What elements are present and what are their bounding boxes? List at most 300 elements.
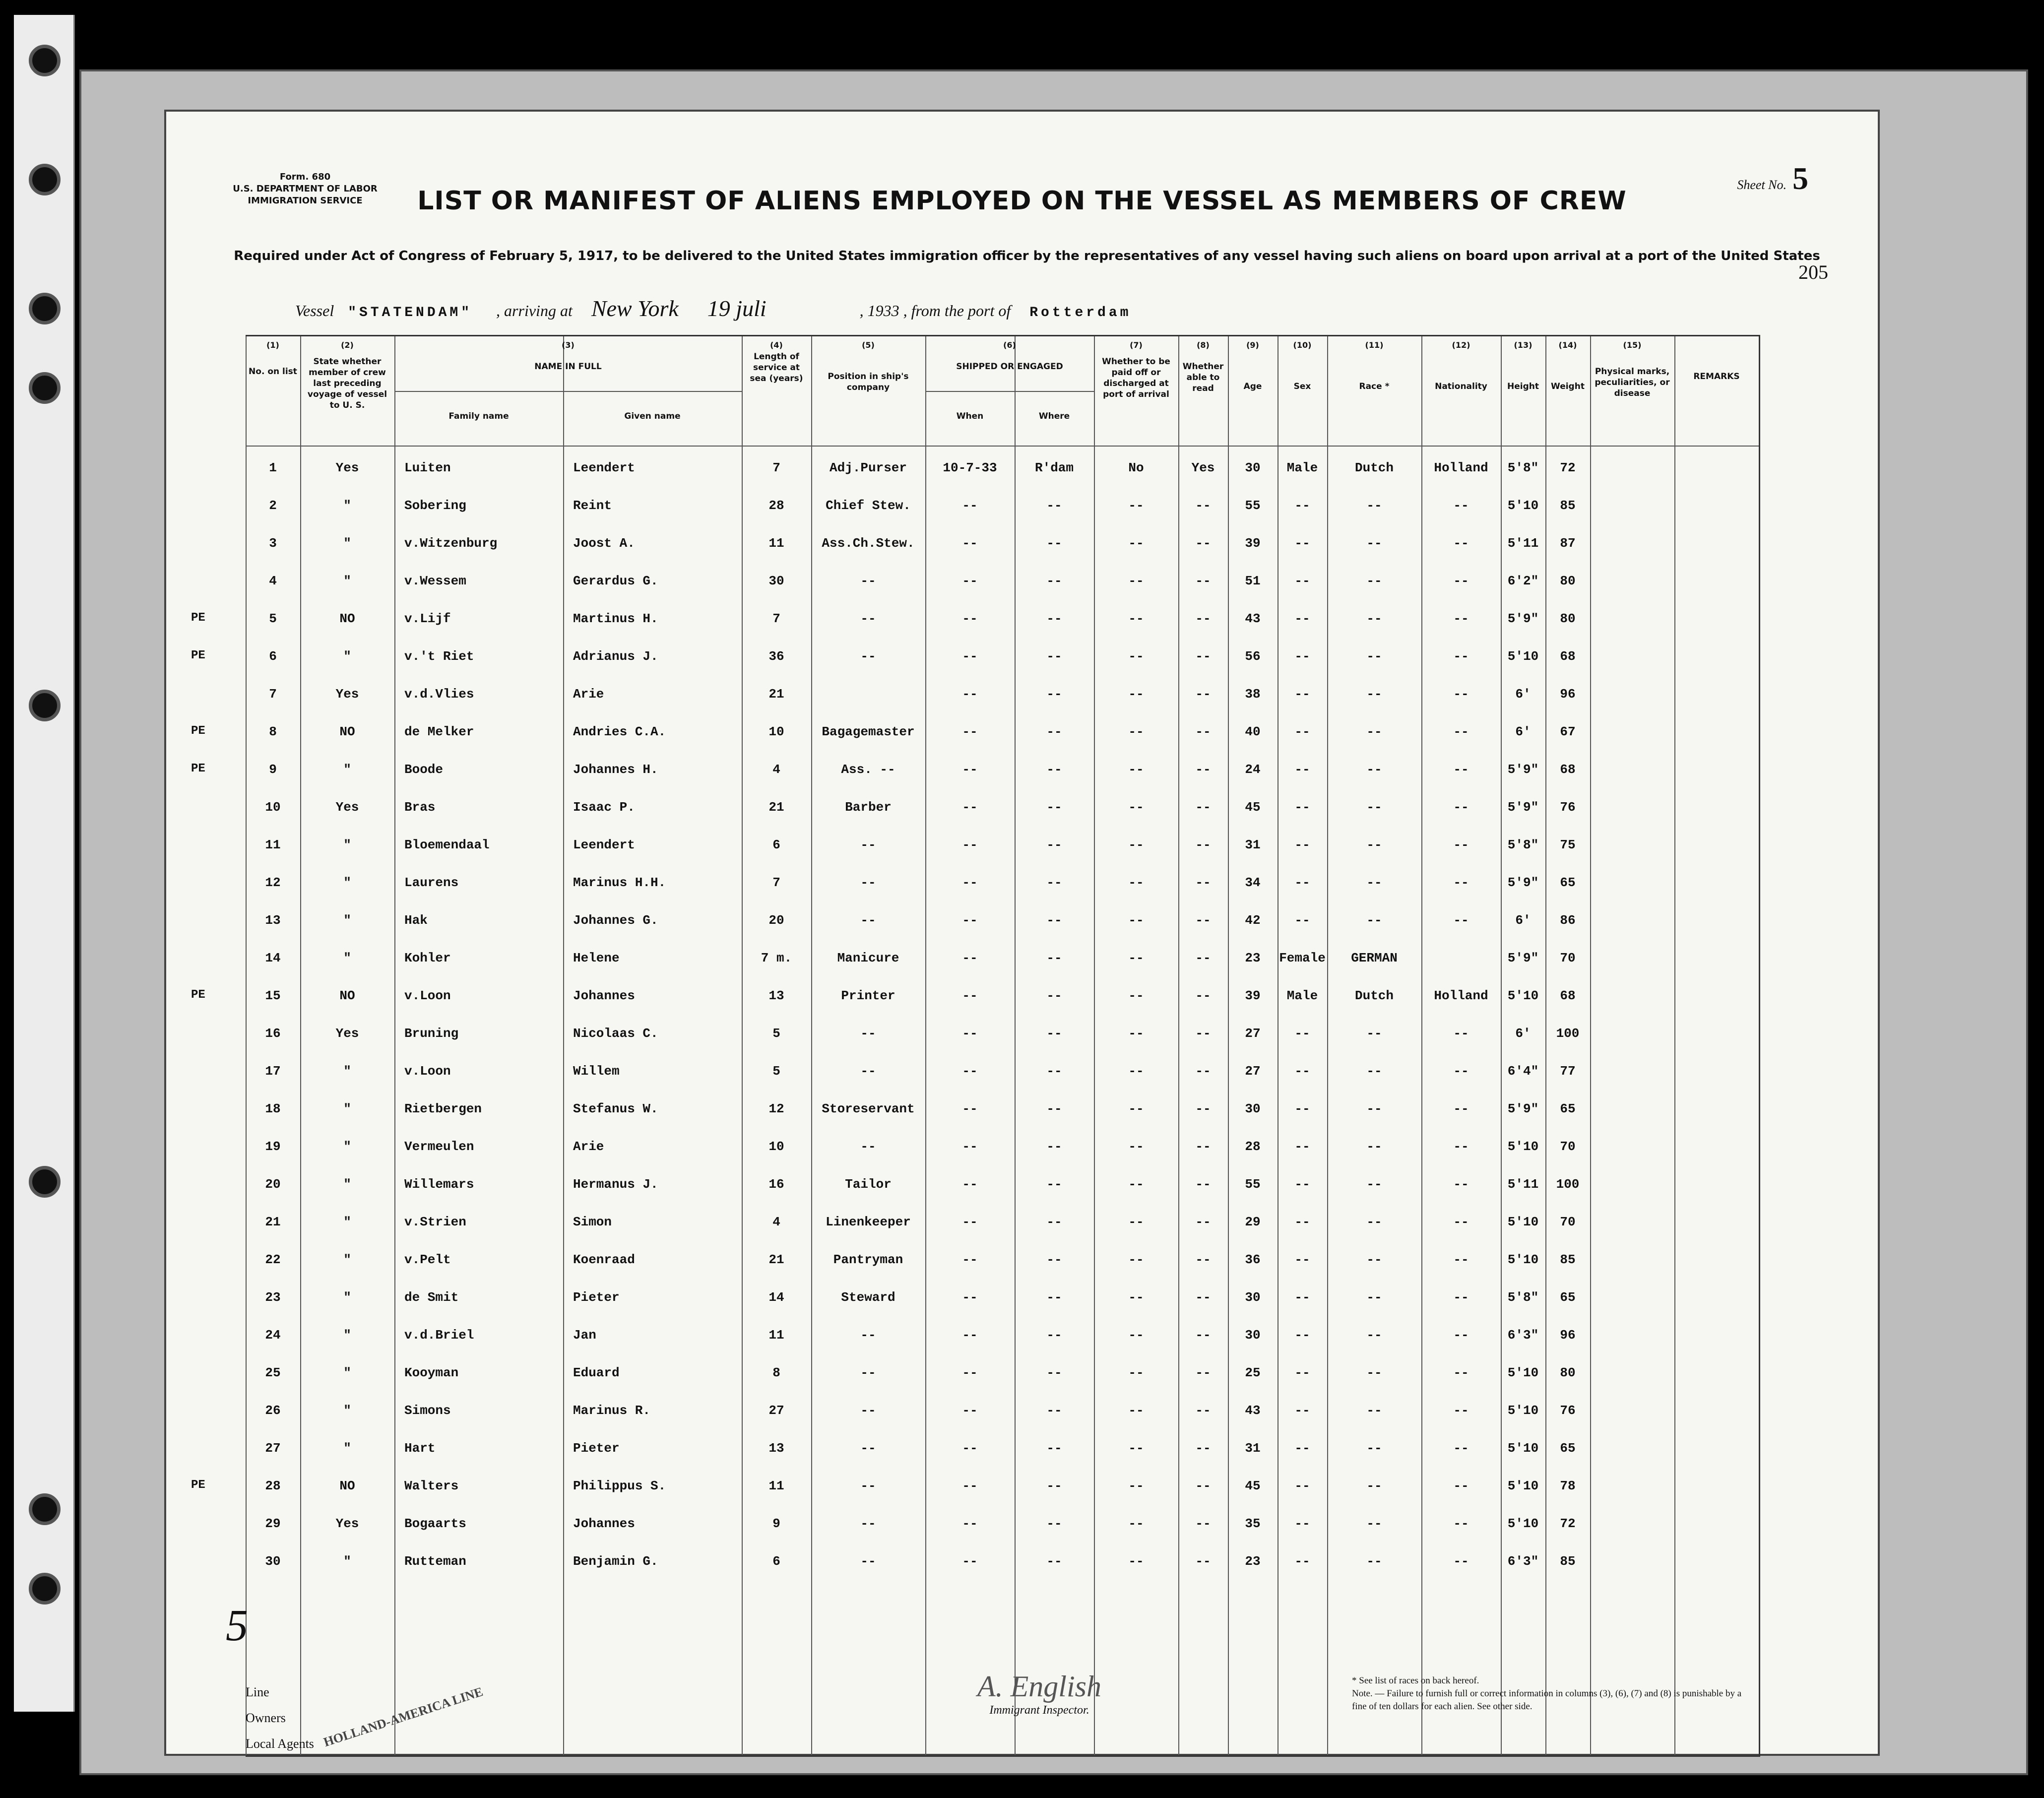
cell-race: Dutch: [1354, 460, 1394, 475]
header-nationality: Nationality: [1435, 382, 1487, 391]
cell-able-to-read: --: [1195, 498, 1211, 513]
cell-given-name: Koenraad: [573, 1252, 635, 1267]
cell-age: 30: [1245, 1328, 1261, 1343]
cell-sex: --: [1294, 1516, 1310, 1531]
cell-able-to-read: --: [1195, 1215, 1211, 1229]
cell-height: 6': [1515, 913, 1531, 928]
cell-height: 5'9": [1507, 951, 1539, 965]
footer-notes: [1352, 1674, 1749, 1713]
cell-years-at-sea: 8: [772, 1365, 780, 1380]
cell-position: Storeservant: [822, 1101, 915, 1116]
col-num: (9): [1246, 340, 1259, 350]
cell-height: 5'8": [1507, 460, 1539, 475]
cell-given-name: Martinus H.: [573, 611, 658, 626]
cell-prev-voyage: ": [343, 1403, 351, 1418]
cell-sex: --: [1294, 1215, 1310, 1229]
cell-prev-voyage: ": [343, 536, 351, 551]
cell-years-at-sea: 6: [772, 1554, 780, 1569]
cell-paid-off: --: [1128, 1403, 1144, 1418]
cell-age: 23: [1245, 1554, 1261, 1569]
cell-family-name: Boode: [404, 762, 444, 777]
cell-shipped-when: --: [962, 611, 978, 626]
cell-shipped-where: --: [1046, 687, 1062, 702]
cell-shipped-when: --: [962, 988, 978, 1003]
cell-shipped-where: --: [1046, 1177, 1062, 1192]
cell-able-to-read: --: [1195, 724, 1211, 739]
cell-row-number: 24: [265, 1328, 281, 1343]
cell-weight: 96: [1560, 687, 1576, 702]
table-row: [246, 1177, 1759, 1215]
cell-row-number: 7: [269, 687, 277, 702]
header-remarks: REMARKS: [1693, 372, 1740, 382]
cell-family-name: v.Pelt: [404, 1252, 451, 1267]
cell-age: 39: [1245, 988, 1261, 1003]
subtitle: Required under Act of Congress of February 5, 1917, to be delivered to the United States immigration officer by the representatives of any vessel having such aliens on board upon arrival at a port of the United States: [234, 249, 1820, 263]
cell-race: --: [1366, 1365, 1382, 1380]
cell-family-name: Laurens: [404, 875, 459, 890]
cell-shipped-when: --: [962, 1064, 978, 1079]
cell-weight: 65: [1560, 1101, 1576, 1116]
cell-age: 30: [1245, 1290, 1261, 1305]
cell-nationality: --: [1453, 1441, 1469, 1456]
cell-family-name: v.Strien: [404, 1215, 466, 1229]
cell-given-name: Simon: [573, 1215, 612, 1229]
cell-sex: --: [1294, 1064, 1310, 1079]
table-row: [246, 1252, 1759, 1290]
cell-position: Ass.Ch.Stew.: [822, 536, 915, 551]
cell-paid-off: --: [1128, 724, 1144, 739]
cell-race: --: [1366, 724, 1382, 739]
table-row: [246, 1064, 1759, 1101]
cell-height: 5'10: [1507, 1215, 1539, 1229]
form-number: Form. 680: [279, 172, 331, 182]
cell-row-number: 28: [265, 1478, 281, 1493]
col-num: (5): [862, 340, 875, 350]
cell-nationality: --: [1453, 1554, 1469, 1569]
binder-hole: [29, 164, 61, 195]
cell-weight: 85: [1560, 1554, 1576, 1569]
cell-given-name: Johannes H.: [573, 762, 658, 777]
cell-weight: 80: [1560, 1365, 1576, 1380]
owners-label: Owners: [246, 1711, 286, 1725]
cell-race: --: [1366, 875, 1382, 890]
cell-age: 27: [1245, 1064, 1261, 1079]
cell-years-at-sea: 9: [772, 1516, 780, 1531]
cell-shipped-when: --: [962, 1516, 978, 1531]
table-row: [246, 498, 1759, 536]
cell-given-name: Arie: [573, 687, 604, 702]
cell-given-name: Johannes: [573, 988, 635, 1003]
cell-shipped-when: --: [962, 498, 978, 513]
cell-family-name: Sobering: [404, 498, 466, 513]
cell-family-name: Rutteman: [404, 1554, 466, 1569]
cell-family-name: de Smit: [404, 1290, 459, 1305]
cell-sex: --: [1294, 536, 1310, 551]
pe-mark: PE: [191, 762, 205, 775]
cell-paid-off: --: [1128, 1064, 1144, 1079]
cell-race: --: [1366, 800, 1382, 815]
cell-position: --: [860, 1139, 876, 1154]
cell-prev-voyage: NO: [339, 611, 355, 626]
cell-race: --: [1366, 1554, 1382, 1569]
cell-paid-off: --: [1128, 1215, 1144, 1229]
table-row: [246, 724, 1759, 762]
cell-shipped-where: --: [1046, 1139, 1062, 1154]
cell-height: 5'10: [1507, 1252, 1539, 1267]
col-num: (6): [1003, 340, 1016, 350]
cell-able-to-read: --: [1195, 913, 1211, 928]
cell-nationality: --: [1453, 1101, 1469, 1116]
cell-weight: 70: [1560, 1215, 1576, 1229]
cell-years-at-sea: 7: [772, 460, 780, 475]
cell-race: --: [1366, 1064, 1382, 1079]
cell-nationality: --: [1453, 1365, 1469, 1380]
binder-hole: [29, 1493, 61, 1525]
cell-paid-off: --: [1128, 913, 1144, 928]
cell-family-name: v.Witzenburg: [404, 536, 498, 551]
cell-paid-off: --: [1128, 649, 1144, 664]
cell-position: Printer: [841, 988, 895, 1003]
cell-family-name: Bruning: [404, 1026, 459, 1041]
cell-row-number: 20: [265, 1177, 281, 1192]
cell-years-at-sea: 30: [768, 574, 784, 588]
arrival-date: 19 juli: [707, 296, 766, 321]
cell-race: --: [1366, 913, 1382, 928]
cell-shipped-when: --: [962, 1101, 978, 1116]
cell-paid-off: --: [1128, 1177, 1144, 1192]
manifest-table: [191, 335, 1760, 1757]
line-label: Line: [246, 1685, 269, 1699]
cell-height: 5'9": [1507, 800, 1539, 815]
table-row: [246, 1365, 1759, 1403]
cell-shipped-where: --: [1046, 611, 1062, 626]
cell-shipped-where: --: [1046, 1290, 1062, 1305]
cell-nationality: --: [1453, 1252, 1469, 1267]
cell-nationality: --: [1453, 649, 1469, 664]
cell-row-number: 17: [265, 1064, 281, 1079]
cell-height: 5'9": [1507, 611, 1539, 626]
pe-mark: PE: [191, 988, 205, 1002]
header-when: When: [956, 411, 984, 421]
cell-able-to-read: --: [1195, 649, 1211, 664]
cell-prev-voyage: ": [343, 1177, 351, 1192]
cell-race: Dutch: [1354, 988, 1394, 1003]
cell-race: --: [1366, 1139, 1382, 1154]
table-row: [246, 1290, 1759, 1328]
cell-prev-voyage: ": [343, 1139, 351, 1154]
cell-race: --: [1366, 1101, 1382, 1116]
cell-position: --: [860, 837, 876, 852]
cell-prev-voyage: NO: [339, 724, 355, 739]
cell-family-name: Walters: [404, 1478, 459, 1493]
cell-prev-voyage: Yes: [335, 460, 359, 475]
table-row: [246, 1101, 1759, 1139]
cell-nationality: --: [1453, 724, 1469, 739]
col-num: (12): [1452, 340, 1470, 350]
cell-weight: 65: [1560, 1290, 1576, 1305]
cell-weight: 72: [1560, 1516, 1576, 1531]
cell-given-name: Leendert: [573, 460, 635, 475]
cell-prev-voyage: ": [343, 837, 351, 852]
cell-weight: 87: [1560, 536, 1576, 551]
cell-shipped-when: --: [962, 1328, 978, 1343]
cell-sex: --: [1294, 611, 1310, 626]
cell-height: 6': [1515, 1026, 1531, 1041]
cell-family-name: Bogaarts: [404, 1516, 466, 1531]
cell-position: --: [860, 1403, 876, 1418]
cell-height: 6'3": [1507, 1554, 1539, 1569]
cell-years-at-sea: 7: [772, 611, 780, 626]
cell-age: 27: [1245, 1026, 1261, 1041]
cell-shipped-when: --: [962, 1290, 978, 1305]
cell-prev-voyage: ": [343, 1365, 351, 1380]
cell-family-name: v.Lijf: [404, 611, 451, 626]
cell-position: --: [860, 1026, 876, 1041]
cell-weight: 96: [1560, 1328, 1576, 1343]
table-row: [246, 1139, 1759, 1177]
cell-nationality: --: [1453, 1064, 1469, 1079]
header-race: Race *: [1359, 382, 1390, 391]
cell-weight: 86: [1560, 913, 1576, 928]
cell-race: --: [1366, 1403, 1382, 1418]
pe-mark: PE: [191, 724, 205, 738]
cell-shipped-where: --: [1046, 1516, 1062, 1531]
cell-paid-off: --: [1128, 951, 1144, 965]
cell-given-name: Philippus S.: [573, 1478, 666, 1493]
cell-race: --: [1366, 574, 1382, 588]
cell-paid-off: --: [1128, 1139, 1144, 1154]
cell-family-name: Kohler: [404, 951, 451, 965]
cell-paid-off: --: [1128, 1252, 1144, 1267]
cell-nationality: --: [1453, 611, 1469, 626]
inspector-label: Immigrant Inspector.: [989, 1704, 1089, 1717]
cell-height: 5'10: [1507, 498, 1539, 513]
cell-shipped-where: --: [1046, 1026, 1062, 1041]
cell-paid-off: --: [1128, 574, 1144, 588]
cell-race: --: [1366, 1441, 1382, 1456]
cell-sex: --: [1294, 1441, 1310, 1456]
col-num: (15): [1623, 340, 1642, 350]
binder-hole: [29, 1166, 61, 1198]
cell-able-to-read: --: [1195, 1328, 1211, 1343]
from-label: , from the port of: [903, 302, 1011, 320]
cell-shipped-where: --: [1046, 498, 1062, 513]
cell-row-number: 4: [269, 574, 277, 588]
cell-years-at-sea: 12: [768, 1101, 784, 1116]
cell-prev-voyage: NO: [339, 988, 355, 1003]
cell-shipped-where: --: [1046, 913, 1062, 928]
cell-height: 5'10: [1507, 1441, 1539, 1456]
cell-row-number: 23: [265, 1290, 281, 1305]
cell-paid-off: --: [1128, 762, 1144, 777]
col-num: (1): [266, 340, 279, 350]
cell-years-at-sea: 4: [772, 1215, 780, 1229]
cell-age: 51: [1245, 574, 1261, 588]
cell-position: Tailor: [845, 1177, 892, 1192]
cell-years-at-sea: 16: [768, 1177, 784, 1192]
cell-age: 31: [1245, 1441, 1261, 1456]
cell-age: 30: [1245, 1101, 1261, 1116]
cell-row-number: 8: [269, 724, 277, 739]
binder-hole: [29, 45, 61, 76]
col-num: (2): [341, 340, 354, 350]
cell-sex: --: [1294, 1177, 1310, 1192]
cell-height: 6'2": [1507, 574, 1539, 588]
cell-shipped-when: --: [962, 1026, 978, 1041]
cell-age: 42: [1245, 913, 1261, 928]
cell-paid-off: --: [1128, 800, 1144, 815]
header-position: Position in ship's company: [828, 372, 909, 392]
header-prev-voyage: State whether member of crew last preceding voyage of vessel to U. S.: [307, 357, 387, 410]
table-row: [246, 1403, 1759, 1441]
cell-nationality: --: [1453, 913, 1469, 928]
cell-given-name: Helene: [573, 951, 620, 965]
cell-age: 39: [1245, 536, 1261, 551]
sheet-label: Sheet No.: [1737, 178, 1787, 192]
cell-sex: --: [1294, 1403, 1310, 1418]
cell-position: Chief Stew.: [826, 498, 911, 513]
cell-able-to-read: --: [1195, 1478, 1211, 1493]
cell-weight: 75: [1560, 837, 1576, 852]
year-prefix: , 19: [859, 302, 884, 320]
cell-years-at-sea: 11: [768, 1328, 784, 1343]
cell-position: Barber: [845, 800, 892, 815]
cell-family-name: Luiten: [404, 460, 451, 475]
table-row: [246, 951, 1759, 988]
table-row: [246, 800, 1759, 837]
cell-sex: --: [1294, 1101, 1310, 1116]
cell-sex: --: [1294, 1026, 1310, 1041]
cell-family-name: v.d.Briel: [404, 1328, 474, 1343]
cell-paid-off: --: [1128, 687, 1144, 702]
cell-paid-off: --: [1128, 498, 1144, 513]
cell-sex: Female: [1279, 951, 1326, 965]
cell-age: 35: [1245, 1516, 1261, 1531]
cell-given-name: Johannes G.: [573, 913, 658, 928]
page-number: 205: [1798, 261, 1828, 283]
cell-shipped-where: --: [1046, 1365, 1062, 1380]
cell-shipped-when: --: [962, 649, 978, 664]
cell-position: --: [860, 1516, 876, 1531]
cell-height: 5'9": [1507, 762, 1539, 777]
cell-shipped-where: --: [1046, 1554, 1062, 1569]
cell-shipped-where: R'dam: [1034, 460, 1074, 475]
cell-height: 5'10: [1507, 1516, 1539, 1531]
cell-weight: 65: [1560, 1441, 1576, 1456]
cell-nationality: Holland: [1434, 988, 1488, 1003]
note-races: * See list of races on back hereof.: [1352, 1675, 1479, 1686]
pe-mark: PE: [191, 649, 205, 662]
cell-sex: --: [1294, 1478, 1310, 1493]
cell-shipped-where: --: [1046, 1441, 1062, 1456]
cell-years-at-sea: 7 m.: [761, 951, 792, 965]
cell-paid-off: No: [1128, 460, 1144, 475]
col-num: (14): [1558, 340, 1577, 350]
cell-age: 43: [1245, 1403, 1261, 1418]
cell-prev-voyage: ": [343, 1328, 351, 1343]
header-given: Given name: [624, 411, 681, 421]
cell-able-to-read: --: [1195, 611, 1211, 626]
cell-position: --: [860, 1478, 876, 1493]
cell-family-name: Hart: [404, 1441, 436, 1456]
table-row: [246, 1554, 1759, 1592]
cell-weight: 80: [1560, 611, 1576, 626]
cell-given-name: Leendert: [573, 837, 635, 852]
cell-family-name: Vermeulen: [404, 1139, 474, 1154]
cell-nationality: --: [1453, 1215, 1469, 1229]
cell-age: 55: [1245, 1177, 1261, 1192]
cell-paid-off: --: [1128, 1441, 1144, 1456]
pe-mark: PE: [191, 1478, 205, 1492]
binder-strip: [14, 15, 75, 1712]
cell-sex: --: [1294, 1139, 1310, 1154]
header-years: Length of service at sea (years): [750, 352, 803, 384]
cell-row-number: 21: [265, 1215, 281, 1229]
cell-shipped-where: --: [1046, 1252, 1062, 1267]
cell-prev-voyage: Yes: [335, 1516, 359, 1531]
cell-years-at-sea: 21: [768, 1252, 784, 1267]
cell-row-number: 10: [265, 800, 281, 815]
cell-given-name: Andries C.A.: [573, 724, 666, 739]
cell-able-to-read: --: [1195, 1139, 1211, 1154]
cell-paid-off: --: [1128, 1290, 1144, 1305]
cell-height: 5'9": [1507, 875, 1539, 890]
cell-prev-voyage: Yes: [335, 1026, 359, 1041]
cell-given-name: Marinus H.H.: [573, 875, 666, 890]
cell-shipped-where: --: [1046, 536, 1062, 551]
cell-nationality: --: [1453, 1026, 1469, 1041]
cell-shipped-where: --: [1046, 951, 1062, 965]
vessel-name: "STATENDAM": [348, 305, 473, 321]
cell-height: 6': [1515, 687, 1531, 702]
cell-race: --: [1366, 1290, 1382, 1305]
cell-years-at-sea: 11: [768, 1478, 784, 1493]
cell-shipped-when: --: [962, 1554, 978, 1569]
cell-race: --: [1366, 1215, 1382, 1229]
manifest-sheet: [166, 112, 1878, 1754]
cell-years-at-sea: 13: [768, 988, 784, 1003]
cell-row-number: 18: [265, 1101, 281, 1116]
cell-family-name: v.Loon: [404, 988, 451, 1003]
col-num: (13): [1514, 340, 1533, 350]
cell-weight: 65: [1560, 875, 1576, 890]
cell-family-name: v.'t Riet: [404, 649, 474, 664]
cell-prev-voyage: ": [343, 951, 351, 965]
cell-shipped-when: --: [962, 875, 978, 890]
cell-height: 5'11: [1507, 536, 1539, 551]
cell-years-at-sea: 14: [768, 1290, 784, 1305]
cell-sex: --: [1294, 837, 1310, 852]
cell-shipped-where: --: [1046, 1101, 1062, 1116]
cell-paid-off: --: [1128, 875, 1144, 890]
cell-paid-off: --: [1128, 1026, 1144, 1041]
cell-nationality: Holland: [1434, 460, 1488, 475]
cell-row-number: 25: [265, 1365, 281, 1380]
note-fine: Note. — Failure to furnish full or correct information in columns (3), (6), (7) and (8) is punishable by a fine of ten dollars for each alien. See other side.: [1352, 1688, 1742, 1712]
cell-shipped-when: --: [962, 1365, 978, 1380]
cell-nationality: --: [1453, 574, 1469, 588]
cell-prev-voyage: ": [343, 762, 351, 777]
header-no: No. on list: [249, 367, 297, 377]
cell-race: --: [1366, 687, 1382, 702]
cell-shipped-where: --: [1046, 875, 1062, 890]
cell-nationality: --: [1453, 1478, 1469, 1493]
cell-prev-voyage: ": [343, 574, 351, 588]
inspector-signature: A. English: [977, 1670, 1101, 1703]
cell-nationality: --: [1453, 837, 1469, 852]
col-num: (3): [562, 340, 575, 350]
cell-paid-off: --: [1128, 1554, 1144, 1569]
